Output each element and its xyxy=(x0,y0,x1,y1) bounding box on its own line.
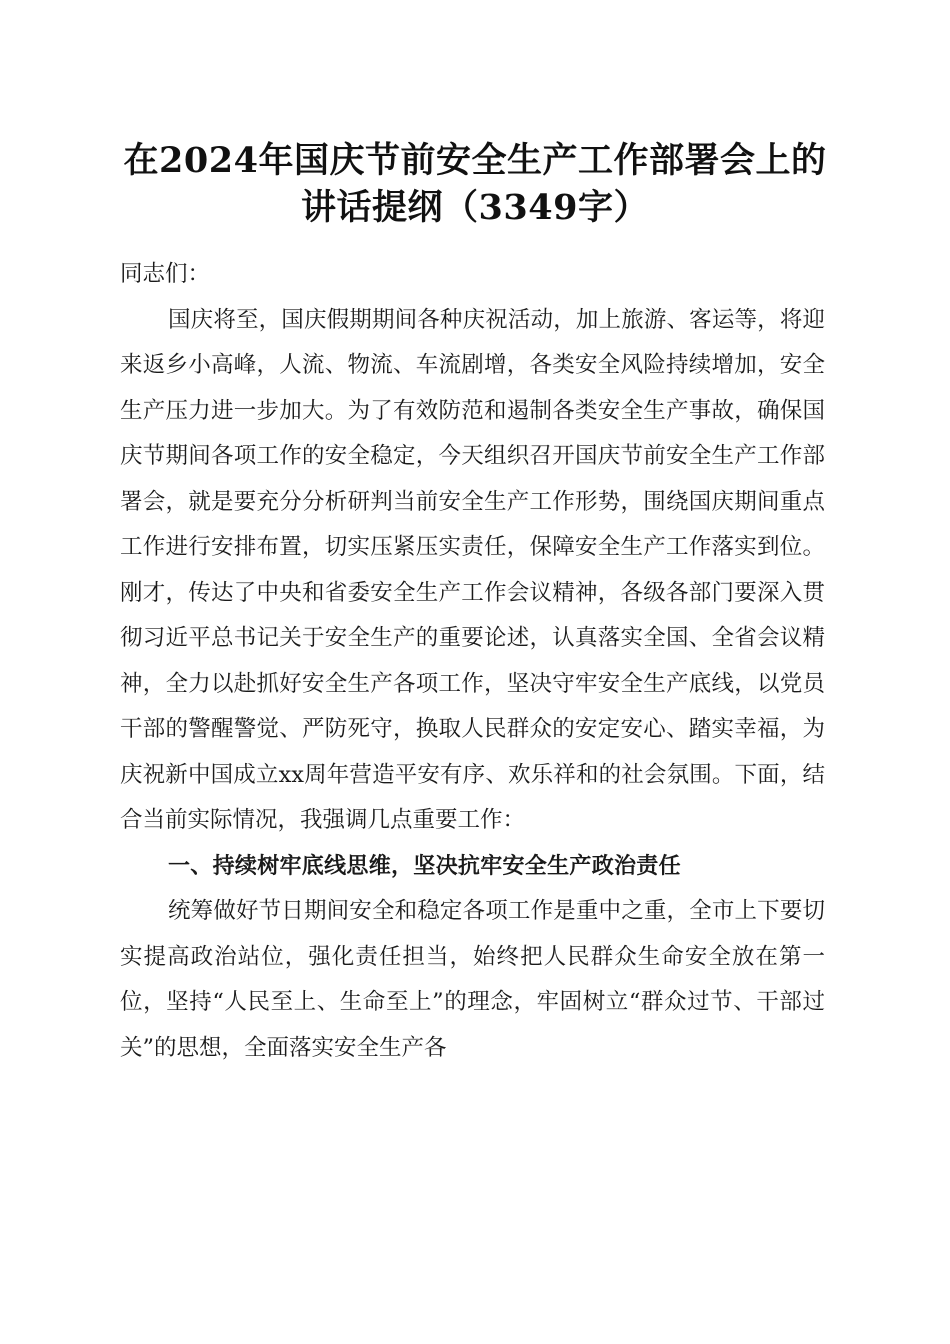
section-1-heading xyxy=(120,844,825,890)
title-line-1: 在2024年国庆节前安全生产工作部署会上的 xyxy=(123,140,827,181)
section-1-paragraph: 统筹做好节日期间安全和稳定各项工作是重中之重，全市上下要切实提高政治站位，强化责任担当，始终把人民群众生命安全放在第一位，坚持“人民至上、生命至上”的理念，牢固树立“群众过节、干部过关”的思想，全面落实安全生产各 xyxy=(120,898,825,1061)
intro-paragraph: 国庆将至，国庆假期期间各种庆祝活动，加上旅游、客运等，将迎来返乡小高峰，人流、物流、车流剧增，各类安全风险持续增加，安全生产压力进一步加大。为了有效防范和遏制各类安全生产事故，确保国庆节期间各项工作的安全稳定，今天组织召开国庆节前安全生产工作部署会，就是要充分分析研判当前安全生产工作形势，围绕国庆期间重点工作进行安排布置，切实压紧压实责任，保障安全生产工作落实到位。刚才，传达了中央和省委安全生产工作会议精神，各级各部门要深入贯彻习近平总书记关于安全生产的重要论述，认真落实全国、全省会议精神，全力以赴抓好安全生产各项工作，坚决守牢安全生产底线，以党员干部的警醒警觉、严防死守，换取人民群众的安定安心、踏实幸福，为庆祝新中国成立xx周年营造平安有序、欢乐祥和的社会氛围。下面，结合当前实际情况，我强调几点重要工作： xyxy=(120,306,825,833)
salutation: 同志们： xyxy=(120,261,211,287)
document-title xyxy=(100,137,850,231)
document-body xyxy=(120,252,825,1071)
title-line-2: 讲话提纲（3349字） xyxy=(301,187,649,228)
section-1-heading-text: 一、持续树牢底线思维，坚决抗牢安全生产政治责任 xyxy=(168,853,681,879)
